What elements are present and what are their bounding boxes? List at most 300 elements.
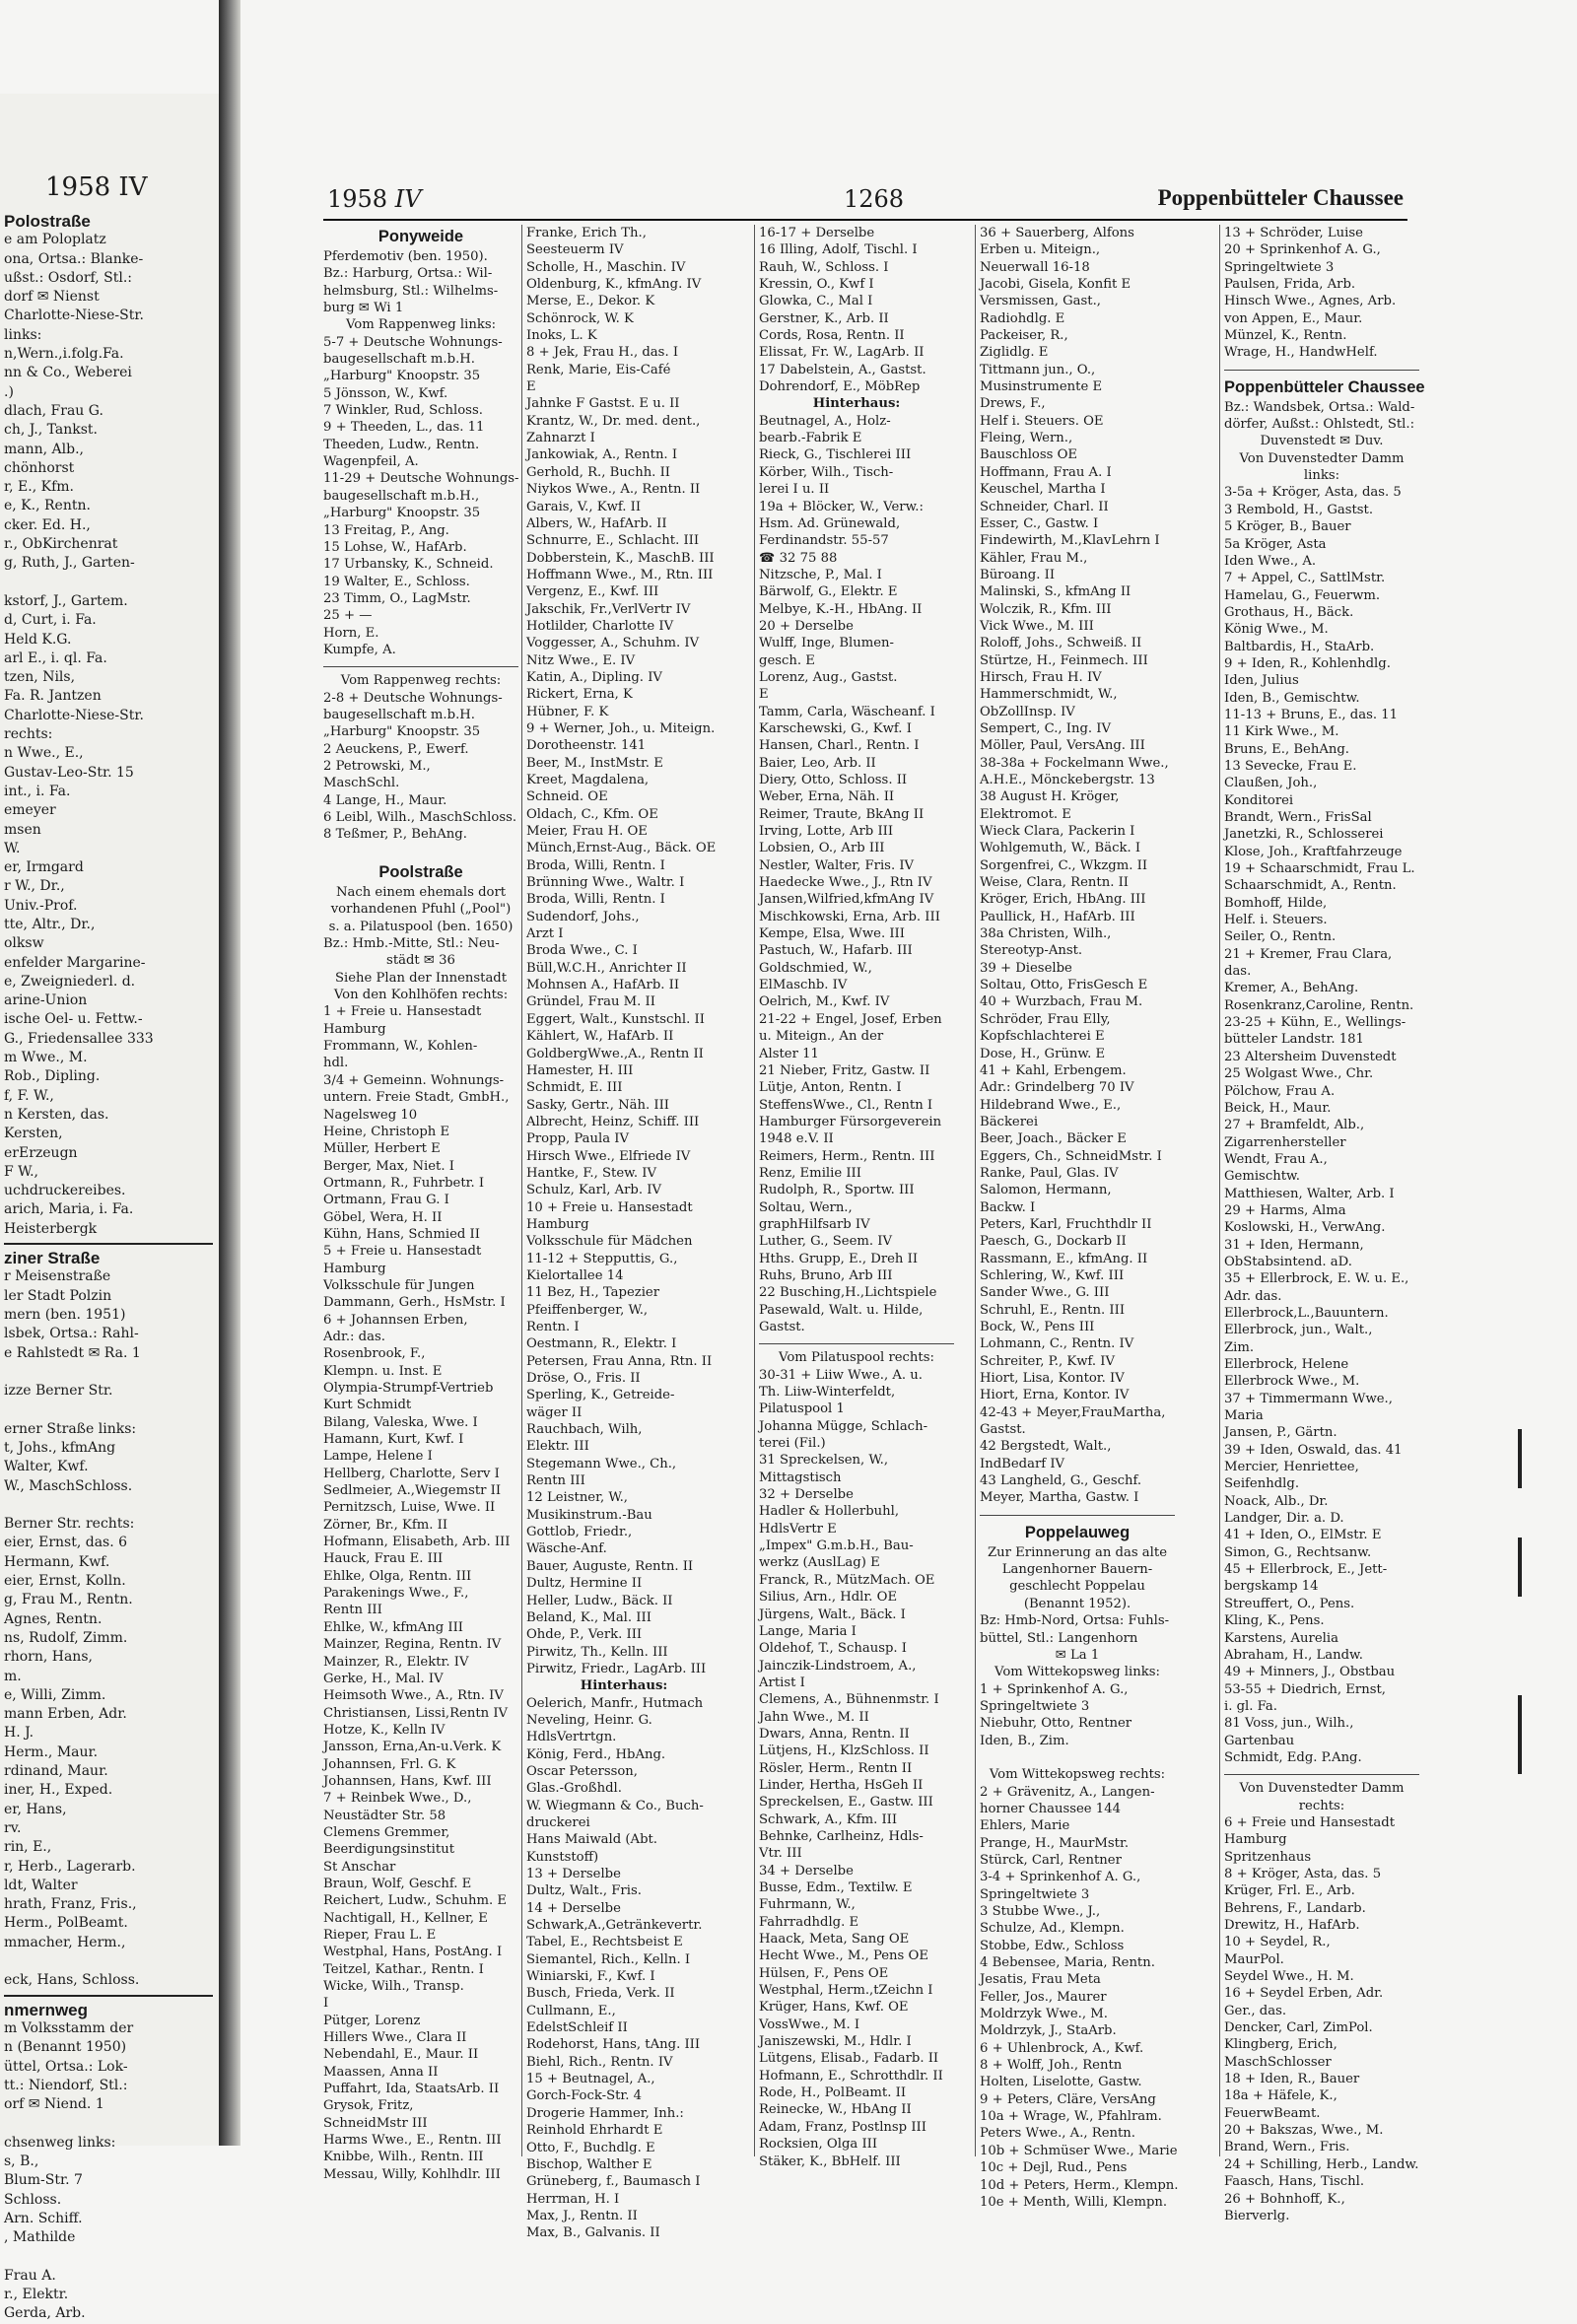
directory-entry: Sudendorf, Johs., bbox=[526, 909, 640, 924]
directory-entry: Faasch, Hans, Tischl. bbox=[1224, 2174, 1365, 2190]
directory-line: int., i. Fa. bbox=[4, 783, 71, 799]
directory-entry: Kremer, A., BehAng. bbox=[1224, 981, 1359, 996]
directory-entry: Von Duvenstedter Damm bbox=[1239, 1781, 1405, 1797]
directory-entry: Stürtze, H., Feinmech. III bbox=[980, 652, 1148, 668]
directory-line: Frau A. bbox=[4, 2267, 56, 2284]
directory-entry: Schlering, W., Kwf. III bbox=[980, 1267, 1125, 1283]
directory-entry: bergskamp 14 bbox=[1224, 1579, 1319, 1595]
directory-entry: 38-38a + Fockelmann Wwe., bbox=[980, 755, 1169, 771]
directory-entry: 36 + Sauerberg, Alfons bbox=[980, 226, 1134, 240]
directory-entry: Propp, Paula IV bbox=[526, 1131, 630, 1147]
directory-entry: Klempn. u. Inst. E bbox=[323, 1363, 443, 1379]
directory-entry: SchneidMstr III bbox=[323, 2115, 428, 2131]
directory-entry: Büll,W.C.H., Anrichter II bbox=[526, 960, 687, 976]
directory-entry: Zim. bbox=[1224, 1339, 1255, 1355]
directory-entry: Sander Wwe., G. III bbox=[980, 1285, 1110, 1301]
directory-entry: Krantz, W., Dr. med. dent., bbox=[526, 413, 701, 429]
directory-entry: Th. Liiw-Winterfeldt, bbox=[759, 1385, 896, 1401]
directory-line: cker. Ed. H., bbox=[4, 516, 91, 533]
directory-entry: Gottlob, Friedr., bbox=[526, 1525, 633, 1540]
directory-entry: Hadler & Hollerbuhl, bbox=[759, 1504, 900, 1520]
directory-entry: Vergenz, E., Kwf. III bbox=[526, 584, 659, 600]
directory-entry: 29 + Harms, Alma bbox=[1224, 1202, 1346, 1218]
directory-entry: Petersen, Frau Anna, Rtn. II bbox=[526, 1353, 713, 1369]
directory-entry: Nagelsweg 10 bbox=[323, 1107, 418, 1123]
directory-line: G., Friedensallee 333 bbox=[4, 1030, 154, 1047]
directory-line: W., MaschSchloss. bbox=[4, 1477, 133, 1494]
directory-entry: Vom Pilatuspool rechts: bbox=[779, 1350, 934, 1366]
directory-entry: Dammann, Gerh., HsMstr. I bbox=[323, 1295, 506, 1311]
directory-entry: Baltbardis, H., StaArb. bbox=[1224, 639, 1375, 654]
directory-entry: Busch, Frieda, Verk. II bbox=[526, 1986, 675, 2002]
directory-line: H. J. bbox=[4, 1725, 34, 1742]
directory-entry: HdlsVertrtgn. bbox=[526, 1730, 617, 1745]
directory-entry: Bz.: Wandsbek, Ortsa.: Wald- bbox=[1224, 399, 1415, 415]
directory-line: F W., bbox=[4, 1163, 39, 1180]
directory-entry: 11-29 + Deutsche Wohnungs- bbox=[323, 471, 519, 487]
directory-entry: Johannsen, Hans, Kwf. III bbox=[323, 1773, 492, 1789]
directory-entry: Paulsen, Frida, Arb. bbox=[1224, 277, 1356, 293]
directory-entry: Schulze, Ad., Klempn. bbox=[980, 1921, 1125, 1937]
directory-entry: Beick, H., Maur. bbox=[1224, 1100, 1332, 1116]
directory-entry: (Benannt 1952). bbox=[1023, 1596, 1131, 1611]
directory-entry: Wolczik, R., Kfm. III bbox=[980, 601, 1112, 617]
directory-entry: Glas.-Großhdl. bbox=[526, 1781, 622, 1797]
directory-entry: Streuffert, O., Pens. bbox=[1224, 1596, 1355, 1611]
directory-entry: Klose, Joh., Kraftfahrzeuge bbox=[1224, 844, 1403, 859]
directory-entry: Rentn III bbox=[323, 1603, 382, 1618]
directory-entry: Vom Wittekopsweg links: bbox=[994, 1665, 1160, 1680]
directory-entry: Horn, E. bbox=[323, 625, 379, 641]
directory-entry: Holten, Liselotte, Gastw. bbox=[980, 2075, 1142, 2090]
directory-entry: Jainczik-Lindstroem, A., bbox=[759, 1658, 917, 1674]
directory-entry: Johanna Mügge, Schlach- bbox=[759, 1418, 928, 1434]
section-rule bbox=[980, 1507, 1175, 1516]
directory-entry: 18a + Häfele, K., bbox=[1224, 2088, 1337, 2104]
directory-entry: Nebendahl, E., Maur. II bbox=[323, 2047, 479, 2063]
directory-entry: Roloff, Johs., Schweiß. II bbox=[980, 636, 1142, 651]
directory-entry: gesch. E bbox=[759, 652, 815, 668]
directory-entry: Katin, A., Dipling. IV bbox=[526, 669, 662, 685]
directory-entry: Kählert, W., HafArb. II bbox=[526, 1029, 674, 1045]
directory-entry: 40 + Wurzbach, Frau M. bbox=[980, 994, 1143, 1010]
directory-entry: 23-25 + Kühn, E., Wellings- bbox=[1224, 1015, 1406, 1031]
directory-entry: Lorenz, Aug., Gastst. bbox=[759, 669, 898, 685]
directory-entry: Tabel, E., Rechtsbeist E bbox=[526, 1935, 683, 1950]
directory-entry: Seesteuerm IV bbox=[526, 242, 624, 258]
directory-entry: 3/4 + Gemeinn. Wohnungs- bbox=[323, 1072, 505, 1088]
directory-entry: Irving, Lotte, Arb III bbox=[759, 824, 894, 840]
directory-entry: 31 + Iden, Hermann, bbox=[1224, 1237, 1364, 1253]
directory-line: r, E., Kfm. bbox=[4, 479, 74, 496]
directory-line: ns, Rudolf, Zimm. bbox=[4, 1629, 128, 1646]
directory-entry: Glowka, C., Mal I bbox=[759, 294, 873, 309]
directory-entry: 13 Sevecke, Frau E. bbox=[1224, 758, 1357, 774]
directory-entry: Schulz, Karl, Arb. IV bbox=[526, 1183, 661, 1198]
directory-entry: baugesellschaft m.b.H. bbox=[323, 707, 475, 722]
directory-entry: Oldehof, T., Schausp. I bbox=[759, 1641, 908, 1657]
header-rule bbox=[323, 219, 1407, 221]
directory-entry: Malinski, S., kfmAng II bbox=[980, 584, 1131, 600]
directory-entry: Simon, G., Rechtsanw. bbox=[1224, 1544, 1372, 1560]
directory-entry: Clemens, A., Bühnenmstr. I bbox=[759, 1692, 939, 1708]
directory-entry: König, Ferd., HbAng. bbox=[526, 1746, 666, 1762]
directory-entry: 12 Leistner, W., bbox=[526, 1490, 628, 1506]
directory-entry: 11-13 + Bruns, E., das. 11 bbox=[1224, 707, 1399, 722]
directory-line: g, Frau M., Rentn. bbox=[4, 1592, 133, 1608]
directory-entry: Stobbe, Edw., Schloss bbox=[980, 1938, 1125, 1953]
directory-entry: Hübner, F. K bbox=[526, 704, 609, 719]
directory-entry: Hths. Grupp, E., Dreh II bbox=[759, 1251, 919, 1266]
directory-line: izze Berner Str. bbox=[4, 1383, 113, 1400]
directory-entry: Pferdemotiv (ben. 1950). bbox=[323, 249, 488, 264]
directory-entry: A.H.E., Mönckebergstr. 13 bbox=[980, 773, 1155, 787]
directory-entry: 41 + Kahl, Erbengem. bbox=[980, 1062, 1127, 1078]
directory-entry: Lütgens, Elisab., Fadarb. II bbox=[759, 2051, 939, 2067]
directory-entry: Schnurre, E., Schlacht. III bbox=[526, 533, 700, 549]
directory-entry: 35 + Ellerbrock, E. W. u. E., bbox=[1224, 1271, 1409, 1287]
directory-column-4 bbox=[980, 225, 1179, 2211]
directory-entry: Oscar Petersson, bbox=[526, 1763, 638, 1779]
directory-line: chsenweg links: bbox=[4, 2134, 116, 2151]
directory-entry: Westphal, Hans, PostAng. I bbox=[323, 1945, 503, 1960]
directory-line bbox=[4, 574, 213, 592]
directory-entry: Schneider, Charl. II bbox=[980, 499, 1109, 514]
directory-entry: Pütger, Lorenz bbox=[323, 2013, 421, 2028]
directory-entry: Reinhold Ehrhardt E bbox=[526, 2123, 663, 2139]
directory-entry: Karschewski, G., Kwf. I bbox=[759, 720, 912, 736]
directory-entry: Erben u. Miteign., bbox=[980, 242, 1101, 258]
directory-entry: Albers, W., HafArb. II bbox=[526, 515, 667, 531]
directory-entry: Ortmann, Frau G. I bbox=[323, 1193, 449, 1208]
directory-entry: 6 Leibl, Wilh., MaschSchloss. bbox=[323, 810, 517, 825]
directory-entry: Volksschule für Mädchen bbox=[526, 1234, 693, 1250]
directory-entry: Schmidt, Edg. P.Ang. bbox=[1224, 1749, 1362, 1765]
directory-entry: FeuerwBeamt. bbox=[1224, 2105, 1321, 2121]
directory-entry: Bäckerei bbox=[980, 1114, 1039, 1129]
directory-entry: Bock, W., Pens III bbox=[980, 1320, 1095, 1334]
directory-entry: Broda, Willi, Rentn. I bbox=[526, 892, 665, 908]
directory-entry: MaschSchl. bbox=[323, 776, 400, 791]
directory-entry: Elektr. III bbox=[526, 1439, 589, 1455]
directory-entry: Schneid. OE bbox=[526, 789, 608, 805]
directory-entry: Wendt, Frau A., bbox=[1224, 1151, 1328, 1167]
directory-entry: Prange, H., MaurMstr. bbox=[980, 1835, 1130, 1851]
directory-entry: Hirsch, Frau H. IV bbox=[980, 669, 1102, 685]
directory-line: iner, H., Exped. bbox=[4, 1782, 113, 1799]
directory-entry: Münch,Ernst-Aug., Bäck. OE bbox=[526, 841, 717, 856]
directory-entry: Jahnke F Gastst. E u. II bbox=[526, 396, 680, 412]
directory-entry: Backw. I bbox=[980, 1199, 1036, 1215]
directory-entry: Lampe, Helene I bbox=[323, 1449, 433, 1465]
directory-entry: Noack, Alb., Dr. bbox=[1224, 1493, 1329, 1509]
directory-entry: Siemantel, Rich., Kelln. I bbox=[526, 1951, 691, 1967]
directory-line: Herm., Maur. bbox=[4, 1743, 99, 1760]
directory-entry: Olympia-Strumpf-Vertrieb bbox=[323, 1381, 494, 1396]
directory-line: rechts: bbox=[4, 726, 53, 743]
directory-entry: Musinstrumente E bbox=[980, 379, 1103, 395]
directory-entry: Dose, H., Grünw. E bbox=[980, 1046, 1106, 1061]
directory-entry: 14 + Derselbe bbox=[526, 1900, 621, 1916]
directory-entry: Hamburg bbox=[323, 1021, 386, 1037]
directory-entry: Neveling, Heinr. G. bbox=[526, 1712, 652, 1728]
directory-entry: 49 + Minners, J., Obstbau bbox=[1224, 1665, 1396, 1680]
directory-entry: Körber, Wilh., Tisch- bbox=[759, 464, 894, 480]
directory-entry: Hotze, K., Kelln IV bbox=[323, 1722, 446, 1738]
directory-entry: Tamm, Carla, Wäscheanf. I bbox=[759, 704, 935, 719]
directory-entry: Hauck, Frau E. III bbox=[323, 1551, 444, 1567]
directory-entry: Albrecht, Heinz, Schiff. III bbox=[526, 1114, 700, 1129]
directory-entry: Pölchow, Frau A. bbox=[1224, 1083, 1336, 1099]
directory-entry: Brand, Wern., Fris. bbox=[1224, 2140, 1350, 2155]
directory-entry: 10 + Seydel, R., bbox=[1224, 1935, 1331, 1950]
directory-entry: 19 Walter, E., Schloss. bbox=[323, 574, 470, 589]
directory-entry: Stegemann Wwe., Ch., bbox=[526, 1456, 677, 1471]
directory-line: W. bbox=[4, 840, 21, 856]
directory-entry: Alster 11 bbox=[759, 1046, 819, 1061]
directory-line: t, Johs., kfmAng bbox=[4, 1440, 116, 1456]
directory-entry: Iden, B., Gemischtw. bbox=[1224, 690, 1360, 706]
directory-entry: 43 Langheld, G., Geschf. bbox=[980, 1473, 1142, 1489]
directory-entry: Rieper, Frau L. E bbox=[323, 1928, 437, 1943]
directory-entry: Schönrock, W. K bbox=[526, 310, 634, 326]
directory-entry: Bauer, Auguste, Rentn. II bbox=[526, 1558, 694, 1574]
directory-entry: Niebuhr, Otto, Rentner bbox=[980, 1716, 1132, 1732]
directory-line: s, B., bbox=[4, 2153, 39, 2169]
directory-entry: Musikinstrum.-Bau bbox=[526, 1507, 652, 1523]
directory-entry: Pasewald, Walt. u. Hilde, bbox=[759, 1302, 924, 1318]
directory-entry: Von den Kohlhöfen rechts: bbox=[333, 988, 509, 1003]
directory-entry: Gemischtw. bbox=[1224, 1169, 1300, 1185]
directory-entry: Adr.: das. bbox=[323, 1329, 385, 1344]
directory-line: rin, E., bbox=[4, 1839, 52, 1856]
directory-entry: 6 + Freie und Hansestadt bbox=[1224, 1814, 1396, 1830]
directory-line: hrath, Franz, Fris., bbox=[4, 1896, 137, 1913]
directory-entry: Vtr. III bbox=[759, 1846, 802, 1862]
directory-entry: Knibbe, Wilh., Rentn. III bbox=[323, 2150, 484, 2165]
directory-line: üttel, Ortsa.: Lok- bbox=[4, 2058, 128, 2075]
directory-entry: 21 Nieber, Fritz, Gastw. II bbox=[759, 1062, 930, 1078]
directory-entry: Max, B., Galvanis. II bbox=[526, 2225, 660, 2241]
directory-entry: Oldach, C., Kfm. OE bbox=[526, 806, 658, 822]
directory-entry: Oestmann, R., Elektr. I bbox=[526, 1336, 677, 1352]
directory-entry: Soltau, Wern., bbox=[759, 1199, 853, 1215]
directory-line: ldt, Walter bbox=[4, 1877, 78, 1893]
directory-entry: Adr.: Grindelberg 70 IV bbox=[980, 1080, 1134, 1096]
directory-entry: Kähler, Frau M., bbox=[980, 550, 1088, 566]
directory-entry: Wieck Clara, Packerin I bbox=[980, 824, 1135, 840]
directory-entry: Moldrzyk, J., StaArb. bbox=[980, 2023, 1117, 2039]
directory-entry: Hamburg bbox=[1224, 1832, 1287, 1848]
directory-entry: Versmissen, Gast., bbox=[980, 294, 1101, 309]
directory-entry: 10a + Wrage, W., Pfahlram. bbox=[980, 2109, 1162, 2125]
directory-entry: Maassen, Anna II bbox=[323, 2064, 439, 2080]
directory-entry: lerei I u. II bbox=[759, 482, 830, 498]
directory-entry: Vom Rappenweg links: bbox=[345, 317, 497, 333]
directory-entry: Drews, F., bbox=[980, 396, 1046, 412]
directory-line: Agnes, Rentn. bbox=[4, 1610, 103, 1627]
directory-entry: Kröger, Erich, HbAng. III bbox=[980, 892, 1146, 908]
directory-entry: Wulff, Inge, Blumen- bbox=[759, 636, 895, 651]
directory-line: ußst.: Osdorf, Stl.: bbox=[4, 269, 132, 286]
directory-entry: Hamelau, G., Feuerwm. bbox=[1224, 587, 1381, 603]
directory-line: kstorf, J., Gartem. bbox=[4, 592, 128, 609]
directory-entry: Janiszewski, M., Hdlr. I bbox=[759, 2034, 912, 2050]
directory-entry: 38 August H. Kröger, bbox=[980, 789, 1120, 805]
directory-entry: Nach einem ehemals dort bbox=[335, 885, 507, 901]
directory-entry: Hamburg bbox=[323, 1261, 386, 1276]
directory-entry: 3 Stubbe Wwe., J., bbox=[980, 1904, 1101, 1919]
directory-line: n Kersten, das. bbox=[4, 1106, 109, 1123]
directory-entry: 2-8 + Deutsche Wohnungs- bbox=[323, 690, 503, 706]
directory-entry: 7 + Appel, C., SattlMstr. bbox=[1224, 571, 1386, 586]
directory-entry: Dobberstein, K., MaschB. III bbox=[526, 550, 715, 566]
directory-column-1 bbox=[323, 225, 518, 2183]
directory-entry: Jansen,Wilfried,kfmAng IV bbox=[759, 892, 934, 908]
directory-entry: 21-22 + Engel, Josef, Erben bbox=[759, 1011, 942, 1027]
directory-entry: Bz.: Harburg, Ortsa.: Wil- bbox=[323, 266, 493, 282]
directory-entry: Ellerbrock,L.,Bauuntern. bbox=[1224, 1305, 1389, 1321]
directory-entry: Sedlmeier, A.,Wiegemstr II bbox=[323, 1483, 502, 1499]
directory-line: Heisterbergk bbox=[4, 1220, 98, 1237]
directory-entry: Packeiser, R., bbox=[980, 328, 1068, 344]
directory-entry: Jansson, Erna,An-u.Verk. K bbox=[323, 1740, 502, 1755]
directory-entry: Jankowiak, A., Rentn. I bbox=[526, 447, 678, 463]
street-heading: Poppenbütteler Chaussee bbox=[1224, 377, 1425, 396]
directory-entry: Springeltwiete 3 bbox=[1224, 259, 1335, 275]
directory-entry: bearb.-Fabrik E bbox=[759, 431, 862, 446]
directory-entry: 39 + Dieselbe bbox=[980, 960, 1072, 976]
directory-entry: Schröder, Frau Elly, bbox=[980, 1011, 1111, 1027]
directory-entry: ElMaschb. IV bbox=[759, 978, 848, 993]
directory-entry: Kressin, O., Kwf I bbox=[759, 277, 874, 293]
directory-entry: 2 Aeuckens, P., Ewerf. bbox=[323, 741, 469, 757]
directory-entry: 6 + Johannsen Erben, bbox=[323, 1312, 468, 1328]
directory-entry: Wohlgemuth, W., Bäck. I bbox=[980, 841, 1141, 856]
directory-entry: Hellberg, Charlotte, Serv I bbox=[323, 1466, 500, 1481]
street-heading: ziner Straße bbox=[4, 1249, 101, 1268]
directory-entry: Eggers, Ch., SchneidMstr. I bbox=[980, 1148, 1162, 1164]
directory-entry: 8 + Wolff, Joh., Rentn bbox=[980, 2058, 1123, 2074]
directory-line: e Rahlstedt ✉ Ra. 1 bbox=[4, 1344, 141, 1361]
directory-entry: Fuhrmann, W., bbox=[759, 1897, 856, 1913]
directory-entry: das. bbox=[1224, 964, 1252, 980]
directory-entry: 10b + Schmüser Wwe., Marie bbox=[980, 2143, 1178, 2158]
directory-entry: Iden, B., Zim. bbox=[980, 1733, 1069, 1748]
directory-line: e, K., Rentn. bbox=[4, 498, 91, 514]
directory-entry: Kielortallee 14 bbox=[526, 1267, 624, 1283]
directory-entry: graphHilfsarb IV bbox=[759, 1216, 870, 1232]
directory-entry: Schaarschmidt, A., Rentn. bbox=[1224, 878, 1397, 894]
directory-line: mern (ben. 1951) bbox=[4, 1306, 126, 1323]
directory-entry: Münzel, K., Rentn. bbox=[1224, 328, 1347, 344]
section-rule bbox=[323, 658, 518, 667]
directory-entry: Ehlke, W., kfmAng III bbox=[323, 1619, 463, 1635]
directory-entry: 1 + Freie u. Hansestadt bbox=[323, 1004, 482, 1020]
directory-entry: Jakschik, Fr.,VerlVertr IV bbox=[526, 601, 691, 617]
directory-entry: Rassmann, E., kfmAng. II bbox=[980, 1251, 1148, 1266]
directory-entry: Krüger, Frl. E., Arb. bbox=[1224, 1883, 1355, 1899]
directory-entry: Klingberg, Erich, bbox=[1224, 2037, 1337, 2053]
directory-entry: E bbox=[759, 687, 769, 703]
directory-entry: Rösler, Herm., Rentn II bbox=[759, 1760, 913, 1776]
directory-entry: Braun, Wolf, Geschf. E bbox=[323, 1876, 472, 1891]
directory-line: emeyer bbox=[4, 802, 56, 819]
street-heading: nmernweg bbox=[4, 2000, 89, 2019]
directory-entry: Stereotyp-Anst. bbox=[980, 943, 1083, 959]
directory-entry: Hamburger Fürsorgeverein bbox=[759, 1114, 942, 1129]
directory-line: arine-Union bbox=[4, 992, 88, 1009]
directory-entry: Schwark, A., Kfm. III bbox=[759, 1811, 898, 1827]
directory-entry: „Impex" G.m.b.H., Bau- bbox=[759, 1538, 914, 1554]
directory-entry: Gorch-Fock-Str. 4 bbox=[526, 2088, 643, 2104]
directory-entry: Nestler, Walter, Fris. IV bbox=[759, 857, 915, 873]
directory-entry: Esser, C., Gastw. I bbox=[980, 515, 1099, 531]
directory-entry: Frommann, W., Kohlen- bbox=[323, 1039, 478, 1055]
directory-line: mann Erben, Adr. bbox=[4, 1706, 127, 1723]
directory-line bbox=[4, 1952, 213, 1971]
directory-entry: Hülsen, F., Pens OE bbox=[759, 1965, 889, 1981]
directory-entry: 39 + Iden, Oswald, das. 41 bbox=[1224, 1442, 1403, 1458]
directory-entry: 10d + Peters, Herm., Klempn. bbox=[980, 2177, 1179, 2193]
directory-entry: König Wwe., M. bbox=[1224, 622, 1329, 638]
directory-entry: Ferdinandstr. 55-57 bbox=[759, 533, 889, 549]
directory-entry: Ellerbrock Wwe., M. bbox=[1224, 1374, 1360, 1390]
directory-entry: Artist I bbox=[759, 1675, 805, 1690]
directory-entry: Grysok, Fritz, bbox=[323, 2098, 414, 2114]
directory-entry: Wicke, Wilh., Transp. bbox=[323, 1979, 464, 1995]
directory-entry: Hinterhaus: bbox=[580, 1678, 668, 1694]
directory-entry: Hiort, Erna, Kontor. IV bbox=[980, 1388, 1130, 1403]
directory-entry: Lütjens, H., KlzSchloss. II bbox=[759, 1743, 929, 1759]
directory-line: , Mathilde bbox=[4, 2229, 76, 2246]
directory-entry: Göbel, Wera, H. II bbox=[323, 1209, 443, 1225]
directory-entry: Rudolph, R., Sportw. III bbox=[759, 1183, 915, 1198]
directory-entry: Renk, Marie, Eis-Café bbox=[526, 362, 671, 377]
directory-entry: Janetzki, R., Schlosserei bbox=[1224, 827, 1384, 843]
directory-entry: 41 + Iden, O., ElMstr. E bbox=[1224, 1528, 1382, 1543]
directory-entry: Merse, E., Dekor. K bbox=[526, 294, 655, 309]
directory-entry: Zur Erinnerung an das alte bbox=[987, 1544, 1167, 1560]
directory-entry: Bärwolf, G., Elektr. E bbox=[759, 584, 898, 600]
directory-entry: Reimers, Herm., Rentn. III bbox=[759, 1148, 935, 1164]
directory-entry: Helf i. Steuers. OE bbox=[980, 413, 1104, 429]
directory-entry: Meier, Frau H. OE bbox=[526, 824, 648, 840]
directory-entry: Volksschule für Jungen bbox=[323, 1277, 475, 1293]
directory-entry: 45 + Ellerbrock, E., Jett- bbox=[1224, 1562, 1388, 1578]
directory-entry: Lohmann, C., Rentn. IV bbox=[980, 1336, 1134, 1352]
directory-entry: Broda Wwe., C. I bbox=[526, 943, 638, 959]
directory-entry: Fahrradhdlg. E bbox=[759, 1914, 859, 1930]
directory-entry: Peters, Karl, Fruchthdlr II bbox=[980, 1216, 1152, 1232]
directory-entry: von Appen, E., Maur. bbox=[1224, 310, 1363, 326]
directory-line: erErzeugn bbox=[4, 1144, 78, 1161]
directory-entry: Melbye, K.-H., HbAng. II bbox=[759, 601, 923, 617]
directory-line: orf ✉ Niend. 1 bbox=[4, 2096, 104, 2113]
directory-entry: Iden Wwe., A. bbox=[1224, 553, 1317, 569]
directory-entry: MaschSchlosser bbox=[1224, 2054, 1332, 2070]
directory-entry: Landger, Dir. a. D. bbox=[1224, 1511, 1344, 1527]
directory-entry: Springeltwiete 3 bbox=[980, 1698, 1090, 1714]
directory-entry: Ohde, P., Verk. III bbox=[526, 1627, 643, 1643]
directory-entry: 16 Illing, Adolf, Tischl. I bbox=[759, 242, 918, 258]
directory-entry: Siehe Plan der Innenstadt bbox=[334, 970, 508, 986]
page-header-street: Poppenbütteler Chaussee bbox=[1157, 185, 1404, 210]
directory-entry: Cullmann, E., bbox=[526, 2003, 616, 2018]
directory-line: nn & Co., Weberei bbox=[4, 365, 132, 381]
column-divider bbox=[521, 225, 522, 2156]
directory-entry: Dorotheenstr. 141 bbox=[526, 738, 647, 754]
